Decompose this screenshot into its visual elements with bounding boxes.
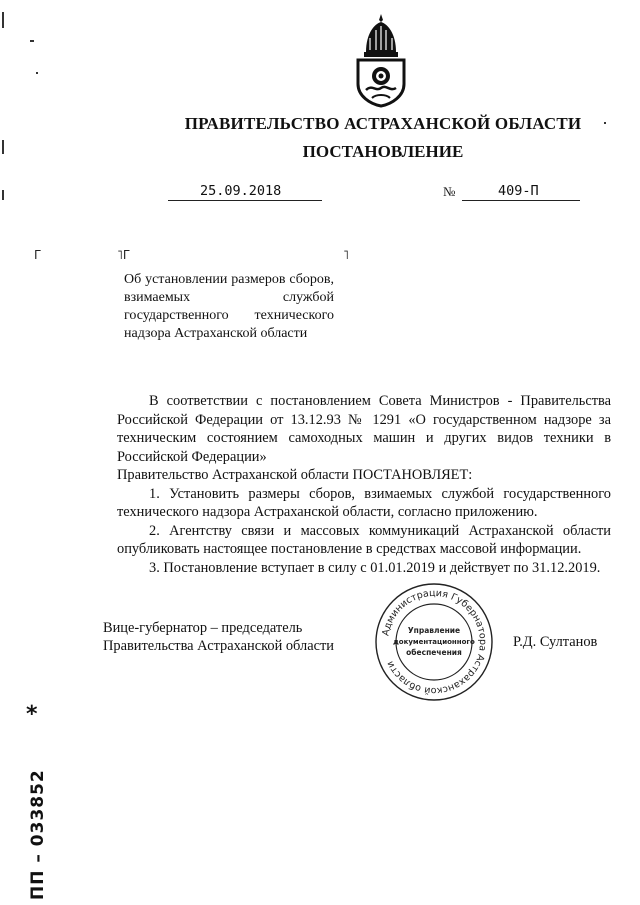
item-1: 1. Установить размеры сборов, взимаемых службой государственного технического надзора Астраханской области, согласно приложению. bbox=[117, 485, 611, 520]
scan-mark bbox=[2, 12, 4, 28]
signatory-name: Р.Д. Султанов bbox=[513, 634, 598, 650]
star-mark: * bbox=[26, 702, 38, 727]
item-3: 3. Постановление вступает в силу с 01.01.2019 и действует по 31.12.2019. bbox=[149, 559, 601, 576]
coat-of-arms-emblem bbox=[352, 12, 410, 108]
scan-mark bbox=[30, 40, 34, 42]
scan-mark bbox=[2, 140, 4, 154]
stamp-line-2: документационного bbox=[393, 638, 475, 646]
scan-mark bbox=[36, 72, 38, 74]
stamp-line-3: обеспечения bbox=[406, 648, 462, 657]
scan-mark bbox=[604, 122, 606, 124]
preamble-paragraph: В соответствии с постановлением Совета Министров - Правительства Российской Федерации от 13.12.93 № 1291 «О государственном надзоре за техническим состоянием самоходных машин и других видов техники в Российской Федерации» bbox=[117, 393, 611, 465]
document-date: 25.09.2018 bbox=[168, 183, 322, 201]
document-type: ПОСТАНОВЛЕНИЕ bbox=[302, 142, 464, 161]
signatory-position-line-1: Вице-губернатор – председатель bbox=[103, 620, 303, 636]
corner-mark-right: ˥ bbox=[343, 248, 349, 262]
scan-mark bbox=[2, 190, 4, 200]
stamp-ring-text: Администрация Губернатора Астраханской области bbox=[380, 587, 489, 697]
number-sign: № bbox=[443, 184, 456, 199]
decree-line: Правительство Астраханской области ПОСТАНОВЛЯЕТ: bbox=[117, 467, 473, 483]
stamp-line-1: Управление bbox=[407, 626, 461, 635]
government-title: ПРАВИТЕЛЬСТВО АСТРАХАНСКОЙ ОБЛАСТИ bbox=[184, 114, 582, 133]
item-2: 2. Агентству связи и массовых коммуникаций Астраханской области опубликовать настоящее постановление в средствах массовой информации. bbox=[117, 522, 611, 557]
document-subject: Об установлении размеров сборов, взимаемых службой государственного технического надзора Астраханской области bbox=[124, 272, 334, 341]
serial-number-text: ПП – 033852 bbox=[28, 769, 48, 900]
corner-mark-middle: ˥Г bbox=[117, 248, 131, 262]
document-body bbox=[117, 392, 611, 577]
official-stamp bbox=[372, 580, 496, 704]
document-number: 409-П bbox=[462, 183, 580, 201]
signatory-position-line-2: Правительства Астраханской области bbox=[103, 638, 334, 654]
serial-number-vertical bbox=[22, 710, 52, 900]
corner-mark-left: Г bbox=[34, 248, 42, 262]
signatory-position bbox=[103, 619, 334, 655]
